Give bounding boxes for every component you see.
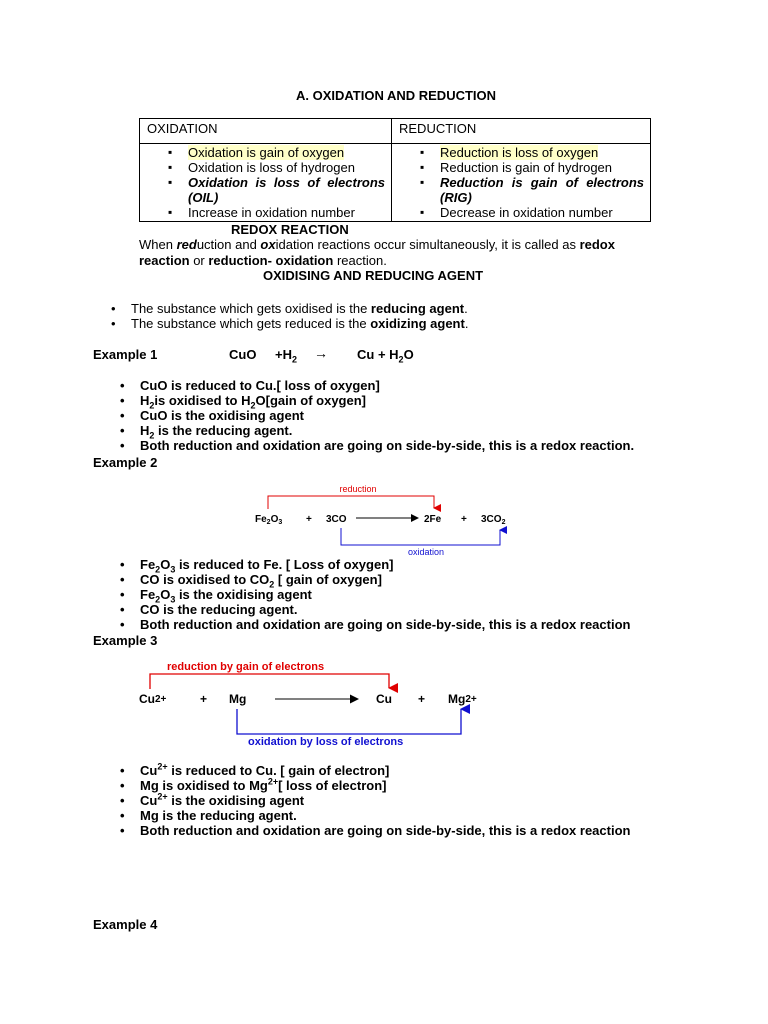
formula-cu: Cu xyxy=(376,692,392,706)
reduction-arrow xyxy=(268,496,434,509)
redox-paragraph: When reduction and oxidation reactions occur simultaneously, it is called as redox reaction or reduction- oxidation reaction. xyxy=(139,237,615,268)
example-1-reactant-cuo: CuO xyxy=(229,347,257,362)
oxidation-cell xyxy=(140,144,392,222)
oxidation-label: oxidation xyxy=(407,547,445,557)
list-item: • CuO is reduced to Cu.[ loss of oxygen] xyxy=(140,378,700,393)
section-title: A. OXIDATION AND REDUCTION xyxy=(295,88,497,103)
list-item: • Both reduction and oxidation are going on side-by-side, this is a redox reaction xyxy=(140,823,700,838)
plus-sign: + xyxy=(461,514,467,525)
list-item: • Mg is the reducing agent. xyxy=(140,808,700,823)
list-item: • CuO is the oxidising agent xyxy=(140,408,700,423)
formula-3co2: $3CO_2$ xyxy=(481,514,506,526)
agents-heading: OXIDISING AND REDUCING AGENT xyxy=(263,268,484,283)
example-2-diagram xyxy=(250,480,530,560)
redox-heading: REDOX REACTION xyxy=(231,222,349,237)
example-1-label: Example 1 xyxy=(93,347,158,362)
oxidation-arrow xyxy=(341,528,500,545)
list-item: • $H_2$ is the reducing agent. xyxy=(140,423,700,438)
list-item: • Both reduction and oxidation are going on side-by-side, this is a redox reaction. xyxy=(140,438,700,453)
list-item: • $H_2is$ oxidised to $H_2O[gain$ of oxygen] xyxy=(140,393,700,408)
formula-2fe: 2Fe xyxy=(424,514,442,525)
formula-3co: 3CO xyxy=(326,514,347,525)
formula-cu2plus: Cu2+ xyxy=(139,692,167,706)
oxidation-arrow xyxy=(237,709,461,734)
list-item: • $Cu^{2+}$ is reduced to Cu. [ gain of electron] xyxy=(140,763,700,778)
example-3-list xyxy=(140,763,700,838)
list-item: • $Cu^{2+}$ is the oxidising agent xyxy=(140,793,700,808)
list-item: ▪ Increase in oxidation number xyxy=(146,205,385,220)
list-item: ▪ Oxidation is gain of oxygen xyxy=(146,145,385,160)
example-2-label: Example 2 xyxy=(93,455,158,470)
reduction-arrow xyxy=(150,674,389,689)
list-item: • CO is the reducing agent. xyxy=(140,602,700,617)
table-header-reduction: REDUCTION xyxy=(392,119,651,144)
example-2-list xyxy=(140,557,700,632)
table-header-oxidation: OXIDATION xyxy=(140,119,392,144)
list-item: ▪ Reduction is gain of electrons (RIG) xyxy=(398,175,644,205)
formula-mg: Mg xyxy=(229,692,247,706)
agents-list xyxy=(131,301,691,331)
formula-mg2plus: Mg2+ xyxy=(448,692,477,706)
oxidation-label: oxidation by loss of electrons xyxy=(248,736,404,748)
list-item: • Mg is oxidised to $Mg^{2+}$[ loss of electron] xyxy=(140,778,700,793)
formula-fe2o3: $Fe_2O_3$ xyxy=(255,514,283,526)
plus-sign: + xyxy=(306,514,312,525)
list-item: ▪ Oxidation is loss of electrons (OIL) xyxy=(146,175,385,205)
example-4-label: Example 4 xyxy=(93,917,158,932)
plus-sign: + xyxy=(418,692,426,706)
example-1-products: $Cu + H_2O$ xyxy=(357,347,414,365)
list-item: • Both reduction and oxidation are going on side-by-side, this is a redox reaction xyxy=(140,617,700,632)
oxidation-reduction-table xyxy=(139,118,651,222)
list-item: ▪ Oxidation is loss of hydrogen xyxy=(146,160,385,175)
example-3-label: Example 3 xyxy=(93,633,158,648)
list-item: • CO is oxidised to $CO_2$ [ gain of oxygen] xyxy=(140,572,700,587)
list-item: • The substance which gets oxidised is the reducing agent. xyxy=(131,301,691,316)
arrow-icon: → xyxy=(314,345,328,361)
plus-sign: + xyxy=(200,692,208,706)
example-1-list xyxy=(140,378,700,453)
list-item: ▪ Reduction is gain of hydrogen xyxy=(398,160,644,175)
reduction-label: reduction by gain of electrons xyxy=(167,661,325,673)
example-3-diagram xyxy=(130,655,510,750)
list-item: ▪ Decrease in oxidation number xyxy=(398,205,644,220)
example-1-reactant-h2: $+H_2$ xyxy=(275,347,297,365)
list-item: • The substance which gets reduced is the oxidizing agent. xyxy=(131,316,691,331)
reduction-label: reduction xyxy=(339,484,377,494)
list-item: • $Fe_2O_3$ is reduced to Fe. [ Loss of oxygen] xyxy=(140,557,700,572)
reduction-cell xyxy=(392,144,651,222)
list-item: ▪ Reduction is loss of oxygen xyxy=(398,145,644,160)
list-item: • $Fe_2O_3$ is the oxidising agent xyxy=(140,587,700,602)
